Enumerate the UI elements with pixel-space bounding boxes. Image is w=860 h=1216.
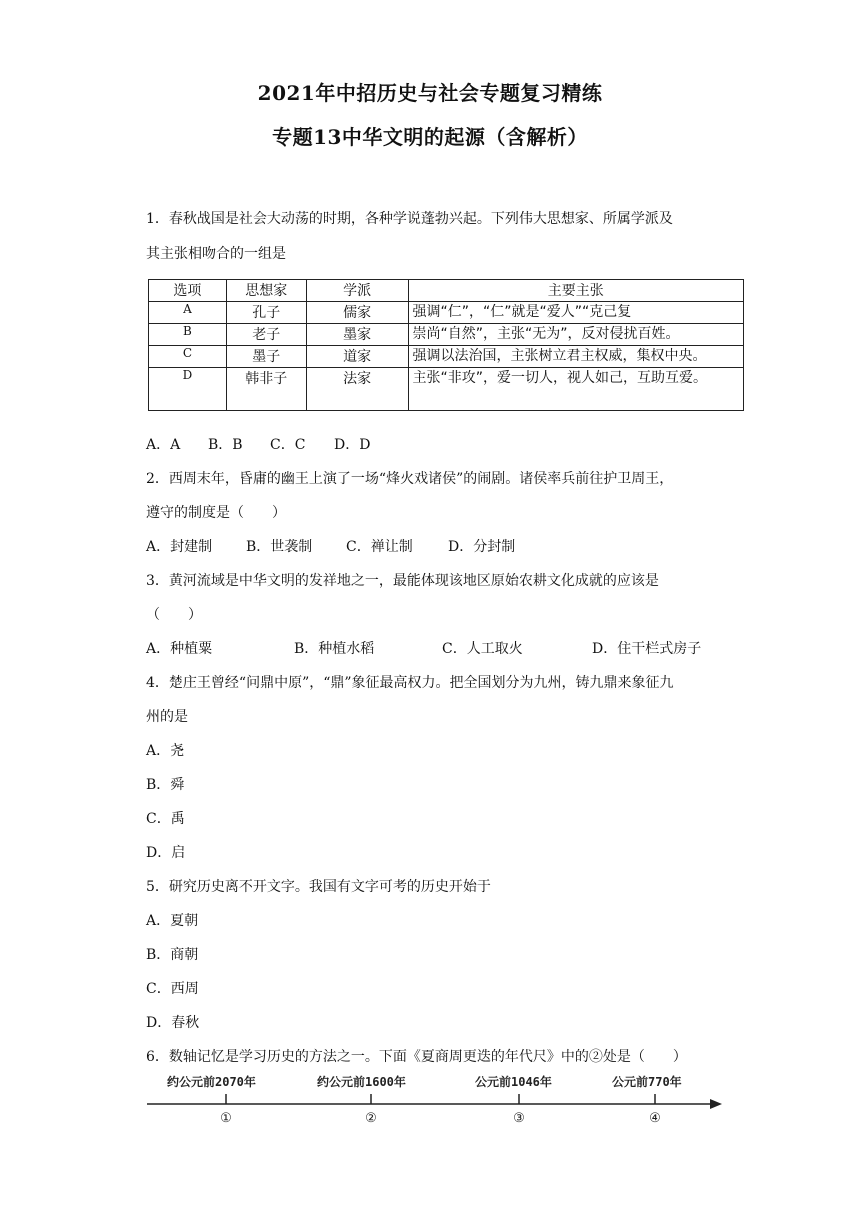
answer-option[interactable]: D．春秋 — [146, 1015, 200, 1031]
table-row — [149, 302, 744, 324]
table-row — [149, 324, 744, 346]
timeline-marker: ② — [365, 1111, 377, 1126]
table-cell-option: D — [149, 368, 227, 411]
timeline-arrow-icon — [710, 1099, 722, 1109]
answer-option[interactable]: B．舜 — [146, 777, 185, 793]
answer-option[interactable]: B．种植水稻 — [294, 641, 375, 657]
table-cell-option: C — [149, 346, 227, 368]
answer-option[interactable]: C．人工取火 — [442, 641, 523, 657]
table-cell-idea: 崇尚“自然”，主张“无为”，反对侵扰百姓。 — [408, 324, 743, 346]
timeline-label: 公元前1046年 — [475, 1075, 552, 1089]
answer-option[interactable]: D．住干栏式房子 — [592, 641, 702, 657]
page-title: 2021年中招历史与社会专题复习精练 — [257, 81, 603, 105]
table-header-cell: 学派 — [306, 280, 408, 302]
answer-option[interactable]: C．禅让制 — [346, 539, 413, 555]
question-5-text-line1: 5．研究历史离不开文字。我国有文字可考的历史开始于 — [146, 879, 491, 895]
table-cell-school: 道家 — [306, 346, 408, 368]
question-1-table — [148, 279, 744, 411]
timeline-label: 约公元前1600年 — [317, 1075, 406, 1089]
question-3-options — [146, 638, 701, 658]
question-2-options — [146, 536, 515, 556]
answer-option[interactable]: D．分封制 — [448, 539, 516, 555]
timeline-marker: ③ — [513, 1111, 525, 1126]
timeline-label: 约公元前2070年 — [167, 1075, 256, 1089]
table-header-cell: 选项 — [149, 280, 227, 302]
answer-option[interactable]: A．种植粟 — [146, 641, 213, 657]
question-6-text-line1: 6．数轴记忆是学习历史的方法之一。下面《夏商周更迭的年代尺》中的②处是（ ） — [146, 1049, 687, 1065]
question-3-text-line2: （ ） — [146, 607, 202, 623]
answer-option[interactable]: C．西周 — [146, 981, 199, 997]
table-header-row — [149, 280, 744, 302]
table-header-cell: 思想家 — [226, 280, 306, 302]
table-cell-thinker: 老子 — [226, 324, 306, 346]
timeline-figure — [0, 1066, 860, 1136]
table-header-cell: 主要主张 — [408, 280, 743, 302]
question-3-text-line1: 3．黄河流域是中华文明的发祥地之一，最能体现该地区原始农耕文化成就的应该是 — [146, 573, 659, 589]
page-subtitle: 专题13中华文明的起源（含解析） — [272, 125, 588, 149]
question-1-options — [146, 434, 370, 454]
answer-option[interactable]: A．封建制 — [146, 539, 213, 555]
question-4-text-line1: 4．楚庄王曾经“问鼎中原”，“鼎”象征最高权力。把全国划分为九州，铸九鼎来象征九 — [146, 675, 674, 691]
table-cell-option: A — [149, 302, 227, 324]
table-cell-idea: 强调以法治国，主张树立君主权威，集权中央。 — [408, 346, 743, 368]
table-cell-option: B — [149, 324, 227, 346]
question-4-text-line2: 州的是 — [146, 709, 188, 725]
table-cell-school: 法家 — [306, 368, 408, 411]
question-1-text-line1: 1．春秋战国是社会大动荡的时期，各种学说蓬勃兴起。下列伟大思想家、所属学派及 — [146, 211, 673, 227]
answer-option[interactable]: A．尧 — [146, 743, 185, 759]
table-cell-school: 儒家 — [306, 302, 408, 324]
answer-option[interactable]: B．B — [208, 437, 243, 453]
table-cell-thinker: 墨子 — [226, 346, 306, 368]
answer-option[interactable]: B．世袭制 — [246, 539, 313, 555]
table-row — [149, 368, 744, 411]
table-row — [149, 346, 744, 368]
answer-option[interactable]: C．禹 — [146, 811, 185, 827]
timeline-marker: ① — [220, 1111, 232, 1126]
answer-option[interactable]: D．启 — [146, 845, 186, 861]
table-cell-idea: 强调“仁”，“仁”就是“爱人”“克己复 — [408, 302, 743, 324]
table-cell-idea: 主张“非攻”，爱一切人，视人如己，互助互爱。 — [408, 368, 743, 411]
answer-option[interactable]: A．A — [146, 437, 181, 453]
timeline-label: 公元前770年 — [612, 1075, 682, 1089]
question-2-text-line2: 遵守的制度是（ ） — [146, 505, 286, 521]
table-cell-thinker: 韩非子 — [226, 368, 306, 411]
answer-option[interactable]: B．商朝 — [146, 947, 199, 963]
answer-option[interactable]: C．C — [270, 437, 306, 453]
answer-option[interactable]: D．D — [334, 437, 371, 453]
table-cell-school: 墨家 — [306, 324, 408, 346]
table-cell-thinker: 孔子 — [226, 302, 306, 324]
answer-option[interactable]: A．夏朝 — [146, 913, 199, 929]
timeline-marker: ④ — [649, 1111, 661, 1126]
question-2-text-line1: 2．西周末年，昏庸的幽王上演了一场“烽火戏诸侯”的闹剧。诸侯率兵前往护卫周王， — [146, 471, 674, 487]
question-1-text-line2: 其主张相吻合的一组是 — [146, 246, 286, 262]
